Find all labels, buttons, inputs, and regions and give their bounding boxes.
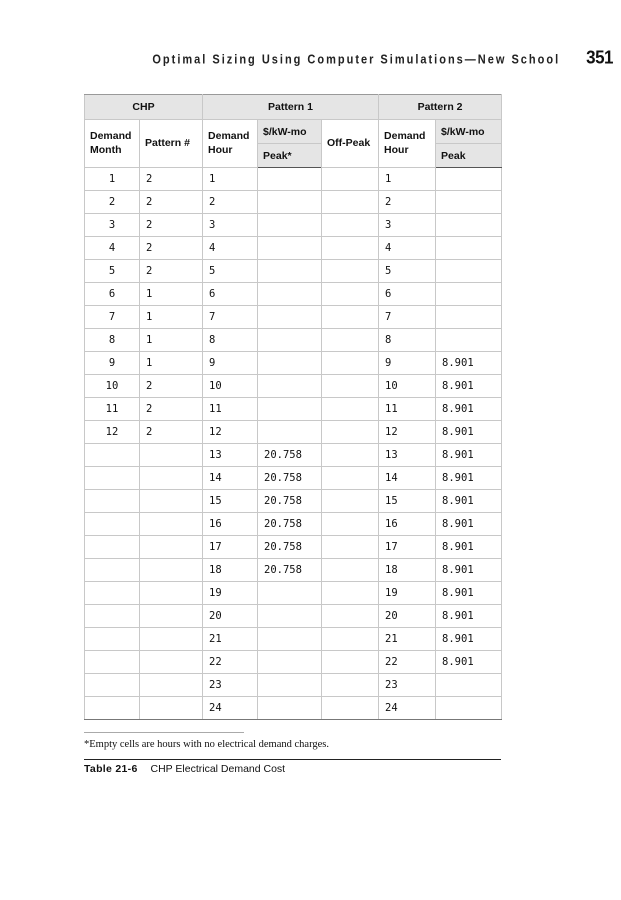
cell-demand-hour: 19 [203, 582, 258, 605]
cell-demand-month: 12 [85, 421, 140, 444]
cell-p2-peak: 8.901 [436, 582, 502, 605]
cell-p2-demand-hour: 5 [379, 260, 436, 283]
cell-p2-peak: 8.901 [436, 352, 502, 375]
header-p2-peak: Peak [436, 144, 502, 168]
cell-demand-month: 7 [85, 306, 140, 329]
footnote-rule [84, 732, 244, 733]
cell-demand-hour: 11 [203, 398, 258, 421]
footnote: *Empty cells are hours with no electrical demand charges. [84, 739, 330, 750]
cell-p1-offpeak [322, 421, 379, 444]
cell-pattern-number [140, 444, 203, 467]
cell-p1-peak [258, 237, 322, 260]
cell-p1-peak [258, 398, 322, 421]
cell-p2-peak [436, 329, 502, 352]
cell-p1-peak [258, 628, 322, 651]
cell-p2-peak [436, 168, 502, 191]
cell-demand-month [85, 582, 140, 605]
cell-demand-hour: 12 [203, 421, 258, 444]
cell-p1-offpeak [322, 490, 379, 513]
cell-p2-demand-hour: 24 [379, 697, 436, 720]
cell-demand-month: 4 [85, 237, 140, 260]
cell-p1-offpeak [322, 582, 379, 605]
cell-p1-peak [258, 375, 322, 398]
cell-demand-month [85, 513, 140, 536]
cell-p2-demand-hour: 13 [379, 444, 436, 467]
cell-p1-peak [258, 674, 322, 697]
demand-cost-table [84, 94, 502, 720]
cell-demand-hour: 24 [203, 697, 258, 720]
cell-pattern-number: 2 [140, 214, 203, 237]
cell-pattern-number: 2 [140, 260, 203, 283]
cell-demand-month: 11 [85, 398, 140, 421]
cell-p2-demand-hour: 14 [379, 467, 436, 490]
table-row [85, 536, 502, 559]
cell-p2-demand-hour: 9 [379, 352, 436, 375]
cell-p1-offpeak [322, 513, 379, 536]
cell-pattern-number: 1 [140, 329, 203, 352]
cell-demand-month: 8 [85, 329, 140, 352]
group-header-chp: CHP [85, 95, 203, 120]
cell-p2-peak [436, 674, 502, 697]
table-row [85, 375, 502, 398]
cell-p2-peak [436, 283, 502, 306]
cell-p2-demand-hour: 12 [379, 421, 436, 444]
cell-demand-hour: 7 [203, 306, 258, 329]
header-p2-unit: $/kW-mo [436, 120, 502, 144]
cell-p1-offpeak [322, 375, 379, 398]
cell-pattern-number: 2 [140, 168, 203, 191]
cell-p2-peak: 8.901 [436, 444, 502, 467]
cell-p2-peak: 8.901 [436, 628, 502, 651]
cell-p2-demand-hour: 8 [379, 329, 436, 352]
cell-pattern-number: 2 [140, 237, 203, 260]
cell-p2-demand-hour: 21 [379, 628, 436, 651]
cell-p1-peak [258, 605, 322, 628]
cell-p2-demand-hour: 20 [379, 605, 436, 628]
cell-pattern-number: 2 [140, 421, 203, 444]
table-row [85, 490, 502, 513]
cell-p2-demand-hour: 23 [379, 674, 436, 697]
cell-demand-hour: 10 [203, 375, 258, 398]
header-p1-peak: Peak* [258, 144, 322, 168]
cell-p1-offpeak [322, 559, 379, 582]
cell-p1-peak: 20.758 [258, 467, 322, 490]
cell-p1-offpeak [322, 444, 379, 467]
table-row [85, 283, 502, 306]
cell-p1-offpeak [322, 628, 379, 651]
cell-demand-hour: 22 [203, 651, 258, 674]
table-row [85, 168, 502, 191]
header-p2-demand-hour: Demand Hour [379, 120, 436, 168]
cell-demand-month [85, 536, 140, 559]
page-number: 351 [586, 47, 613, 68]
table-row [85, 651, 502, 674]
cell-p1-offpeak [322, 260, 379, 283]
cell-pattern-number [140, 674, 203, 697]
cell-p1-offpeak [322, 168, 379, 191]
table-row [85, 628, 502, 651]
cell-p1-peak: 20.758 [258, 559, 322, 582]
cell-p1-peak [258, 191, 322, 214]
cell-p2-peak [436, 306, 502, 329]
cell-p2-peak [436, 697, 502, 720]
cell-pattern-number: 1 [140, 306, 203, 329]
cell-p1-peak: 20.758 [258, 536, 322, 559]
cell-pattern-number: 2 [140, 398, 203, 421]
cell-pattern-number: 1 [140, 352, 203, 375]
table-row [85, 191, 502, 214]
cell-demand-month [85, 490, 140, 513]
cell-p1-peak: 20.758 [258, 490, 322, 513]
cell-p2-peak: 8.901 [436, 490, 502, 513]
cell-pattern-number [140, 559, 203, 582]
caption-rule [84, 759, 501, 760]
cell-demand-hour: 2 [203, 191, 258, 214]
cell-p1-offpeak [322, 283, 379, 306]
cell-demand-month [85, 605, 140, 628]
cell-p1-offpeak [322, 214, 379, 237]
header-demand-hour: Demand Hour [203, 120, 258, 168]
cell-p1-offpeak [322, 398, 379, 421]
cell-pattern-number [140, 467, 203, 490]
cell-p1-peak [258, 651, 322, 674]
table-row [85, 329, 502, 352]
cell-p2-peak: 8.901 [436, 398, 502, 421]
cell-p1-peak [258, 260, 322, 283]
cell-p1-offpeak [322, 329, 379, 352]
header-p1-offpeak: Off-Peak [322, 120, 379, 168]
table-row [85, 214, 502, 237]
caption-label: Table 21-6 [84, 763, 138, 775]
cell-p1-offpeak [322, 697, 379, 720]
cell-p1-offpeak [322, 306, 379, 329]
cell-p1-peak [258, 306, 322, 329]
cell-demand-hour: 3 [203, 214, 258, 237]
cell-demand-hour: 18 [203, 559, 258, 582]
cell-pattern-number [140, 605, 203, 628]
cell-p1-peak: 20.758 [258, 444, 322, 467]
header-p1-unit: $/kW-mo [258, 120, 322, 144]
cell-p2-peak: 8.901 [436, 421, 502, 444]
cell-p1-peak [258, 697, 322, 720]
cell-p2-demand-hour: 17 [379, 536, 436, 559]
cell-demand-hour: 16 [203, 513, 258, 536]
table-caption [84, 763, 501, 775]
cell-demand-month: 1 [85, 168, 140, 191]
cell-p2-peak: 8.901 [436, 559, 502, 582]
cell-demand-hour: 8 [203, 329, 258, 352]
cell-p2-demand-hour: 15 [379, 490, 436, 513]
cell-p2-peak [436, 260, 502, 283]
cell-p2-peak: 8.901 [436, 375, 502, 398]
cell-demand-month: 3 [85, 214, 140, 237]
table-row [85, 559, 502, 582]
running-header [150, 48, 613, 70]
cell-p2-peak: 8.901 [436, 536, 502, 559]
cell-demand-month: 2 [85, 191, 140, 214]
table-row [85, 513, 502, 536]
cell-p1-peak [258, 214, 322, 237]
cell-p1-peak [258, 582, 322, 605]
cell-p2-demand-hour: 16 [379, 513, 436, 536]
cell-p2-demand-hour: 2 [379, 191, 436, 214]
cell-p2-demand-hour: 22 [379, 651, 436, 674]
cell-p2-demand-hour: 3 [379, 214, 436, 237]
cell-demand-month [85, 651, 140, 674]
cell-p1-offpeak [322, 352, 379, 375]
cell-p2-demand-hour: 18 [379, 559, 436, 582]
cell-p1-peak [258, 329, 322, 352]
table-row [85, 421, 502, 444]
cell-p1-peak [258, 352, 322, 375]
cell-pattern-number [140, 651, 203, 674]
cell-p1-peak [258, 283, 322, 306]
cell-p1-peak [258, 421, 322, 444]
table-row [85, 605, 502, 628]
cell-p2-demand-hour: 7 [379, 306, 436, 329]
cell-p2-peak: 8.901 [436, 605, 502, 628]
cell-demand-hour: 6 [203, 283, 258, 306]
table-body [85, 168, 502, 720]
cell-demand-hour: 15 [203, 490, 258, 513]
cell-demand-month [85, 467, 140, 490]
cell-pattern-number [140, 582, 203, 605]
cell-demand-month [85, 628, 140, 651]
cell-p1-offpeak [322, 605, 379, 628]
header-demand-month: Demand Month [85, 120, 140, 168]
cell-demand-hour: 17 [203, 536, 258, 559]
table-row [85, 260, 502, 283]
cell-p1-peak: 20.758 [258, 513, 322, 536]
cell-demand-month [85, 444, 140, 467]
cell-p2-demand-hour: 6 [379, 283, 436, 306]
table-header [85, 95, 502, 168]
cell-demand-hour: 4 [203, 237, 258, 260]
cell-demand-month [85, 697, 140, 720]
cell-pattern-number [140, 536, 203, 559]
cell-p2-peak: 8.901 [436, 513, 502, 536]
cell-demand-hour: 1 [203, 168, 258, 191]
table-row [85, 306, 502, 329]
cell-p2-demand-hour: 10 [379, 375, 436, 398]
cell-demand-hour: 20 [203, 605, 258, 628]
cell-demand-month: 6 [85, 283, 140, 306]
cell-p2-demand-hour: 11 [379, 398, 436, 421]
cell-demand-month: 9 [85, 352, 140, 375]
cell-pattern-number [140, 697, 203, 720]
table-row [85, 582, 502, 605]
table-row [85, 697, 502, 720]
cell-p2-peak: 8.901 [436, 467, 502, 490]
cell-p2-demand-hour: 19 [379, 582, 436, 605]
caption-text: CHP Electrical Demand Cost [150, 763, 286, 775]
cell-demand-hour: 5 [203, 260, 258, 283]
cell-p1-offpeak [322, 237, 379, 260]
cell-demand-month [85, 559, 140, 582]
cell-demand-month: 5 [85, 260, 140, 283]
cell-pattern-number: 1 [140, 283, 203, 306]
cell-p1-offpeak [322, 191, 379, 214]
cell-p2-peak [436, 191, 502, 214]
cell-demand-hour: 13 [203, 444, 258, 467]
table-row [85, 467, 502, 490]
cell-p2-peak [436, 237, 502, 260]
cell-p1-offpeak [322, 674, 379, 697]
cell-pattern-number [140, 513, 203, 536]
cell-demand-hour: 21 [203, 628, 258, 651]
cell-demand-hour: 14 [203, 467, 258, 490]
group-header-pattern-2: Pattern 2 [379, 95, 502, 120]
cell-demand-month [85, 674, 140, 697]
table-row [85, 237, 502, 260]
cell-p2-demand-hour: 4 [379, 237, 436, 260]
table-row [85, 398, 502, 421]
cell-p1-offpeak [322, 536, 379, 559]
header-pattern-number: Pattern # [140, 120, 203, 168]
cell-demand-month: 10 [85, 375, 140, 398]
cell-demand-hour: 9 [203, 352, 258, 375]
cell-p1-peak [258, 168, 322, 191]
running-title: Optimal Sizing Using Computer Simulations—New School [152, 53, 561, 67]
cell-p2-peak: 8.901 [436, 651, 502, 674]
table-row [85, 352, 502, 375]
cell-p1-offpeak [322, 651, 379, 674]
cell-pattern-number [140, 628, 203, 651]
cell-p1-offpeak [322, 467, 379, 490]
cell-pattern-number [140, 490, 203, 513]
cell-p2-peak [436, 214, 502, 237]
cell-p2-demand-hour: 1 [379, 168, 436, 191]
table-row [85, 674, 502, 697]
cell-pattern-number: 2 [140, 375, 203, 398]
cell-demand-hour: 23 [203, 674, 258, 697]
table-row [85, 444, 502, 467]
cell-pattern-number: 2 [140, 191, 203, 214]
group-header-pattern-1: Pattern 1 [203, 95, 379, 120]
